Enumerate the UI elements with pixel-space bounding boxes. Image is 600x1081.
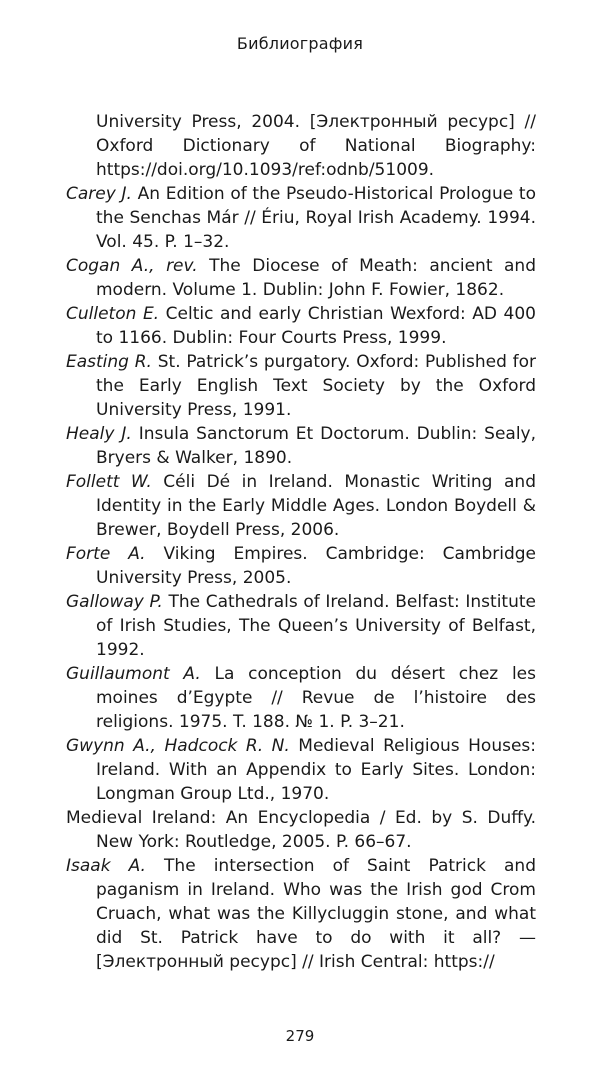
entry-text: University Press, 2004. [Электронный ресурс] // Oxford Dictionary of National Biography: https://doi.org/10.1093/ref:odnb/51009. (96, 112, 536, 180)
bibliography-list (66, 110, 536, 974)
entry-author: Carey J. (66, 184, 132, 204)
entry-text: An Edition of the Pseudo-Historical Prologue to the Senchas Már // Ériu, Royal Irish Academy. 1994. Vol. 45. P. 1–32. (96, 184, 536, 252)
entry-text: Insula Sanctorum Et Doctorum. Dublin: Sealy, Bryers & Walker, 1890. (96, 424, 537, 468)
bibliography-entry (66, 806, 536, 854)
entry-author: Follett W. (66, 472, 152, 492)
entry-text: The intersection of Saint Patrick and paganism in Ireland. Who was the Irish god Crom Cruach, what was the Killycluggin stone, and what did St. Patrick have to do with it all? — [Электронный ресурс] // Irish Central: https:// (96, 856, 536, 972)
bibliography-entry (66, 470, 536, 542)
entry-text: St. Patrick’s purgatory. Oxford: Published for the Early English Text Society by the Oxford University Press, 1991. (96, 352, 537, 420)
bibliography-entry (66, 590, 536, 662)
bibliography-entry (66, 854, 536, 974)
entry-text: Viking Empires. Cambridge: Cambridge University Press, 2005. (96, 544, 537, 588)
entry-text: Medieval Ireland: An Encyclopedia / Ed. by S. Duffy. New York: Routledge, 2005. P. 66–67. (66, 808, 536, 852)
bibliography-entry (66, 422, 536, 470)
entry-author: Healy J. (66, 424, 132, 444)
entry-text: Medieval Religious Houses: Ireland. With an Appendix to Early Sites. London: Longman Group Ltd., 1970. (96, 736, 536, 804)
page-number: 279 (285, 1027, 315, 1045)
bibliography-entry (66, 734, 536, 806)
entry-text: Céli Dé in Ireland. Monastic Writing and Identity in the Early Middle Ages. London Boydell & Brewer, Boydell Press, 2006. (96, 472, 536, 540)
entry-author: Guillaumont A. (66, 664, 201, 684)
bibliography-entry (66, 542, 536, 590)
entry-author: Forte A. (66, 544, 146, 564)
entry-text: La conception du désert chez les moines d’Egypte // Revue de l’histoire des religions. 1975. T. 188. № 1. P. 3–21. (96, 664, 536, 732)
bibliography-entry (66, 182, 536, 254)
bibliography-entry (66, 662, 536, 734)
entry-text: The Diocese of Meath: ancient and modern. Volume 1. Dublin: John F. Fowier, 1862. (96, 256, 536, 300)
entry-author: Galloway P. (66, 592, 163, 612)
bibliography-entry (66, 350, 536, 422)
bibliography-entry (66, 302, 536, 350)
bibliography-entry (66, 254, 536, 302)
running-header: Библиография (236, 34, 364, 53)
entry-text: The Cathedrals of Ireland. Belfast: Institute of Irish Studies, The Queen’s University of Belfast, 1992. (96, 592, 536, 660)
bibliography-entry (66, 110, 536, 182)
entry-author: Isaak A. (66, 856, 146, 876)
entry-author: Gwynn A., Hadcock R. N. (66, 736, 290, 756)
entry-author: Easting R. (66, 352, 152, 372)
entry-author: Cogan A., rev. (66, 256, 198, 276)
entry-author: Culleton E. (66, 304, 160, 324)
entry-text: Celtic and early Christian Wexford: AD 400 to 1166. Dublin: Four Courts Press, 1999. (96, 304, 536, 348)
